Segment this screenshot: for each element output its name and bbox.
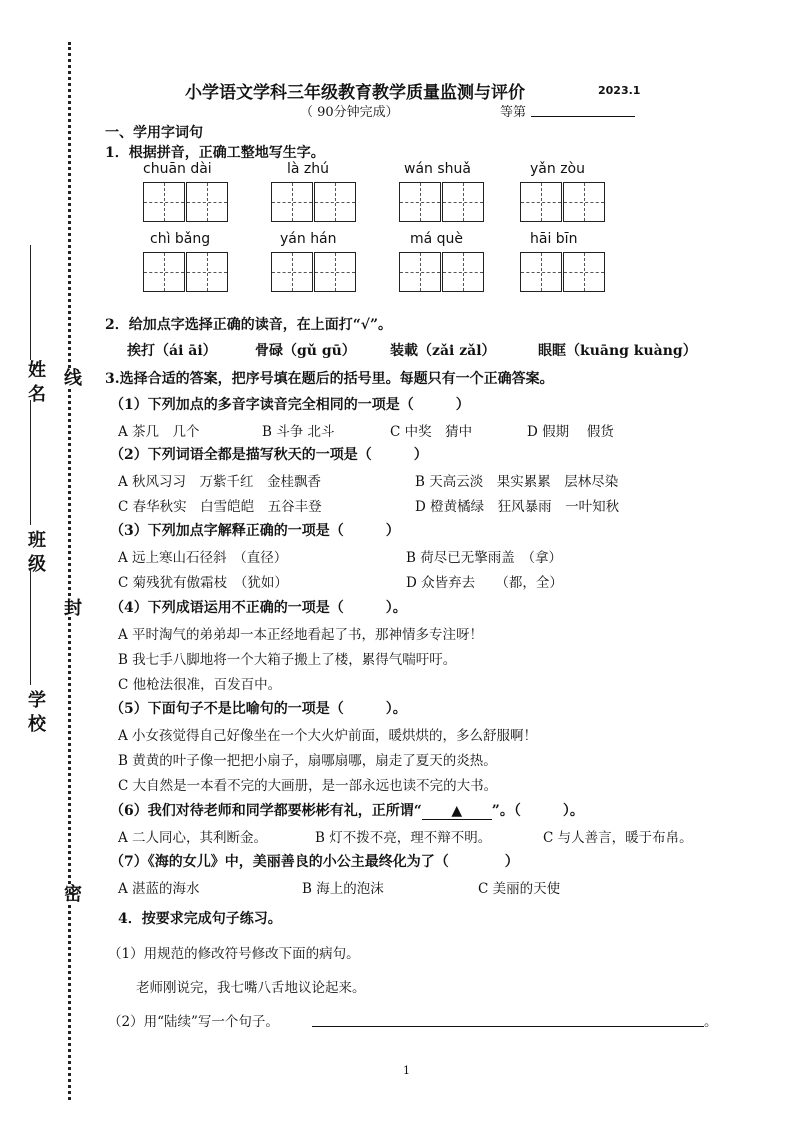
q3-7-option-c[interactable]: C 美丽的天使 (478, 881, 561, 897)
char-box[interactable] (520, 182, 562, 222)
q3-1-option-b[interactable]: B 斗争 北斗 (262, 424, 335, 440)
pinyin-3: wán shuǎ (404, 161, 471, 177)
q3-4-option-b[interactable]: B 我七手八脚地将一个大箱子搬上了楼，累得气喘吁吁。 (118, 652, 457, 668)
binding-feng: 封 (58, 598, 84, 616)
q3-1-option-d[interactable]: D 假期 假货 (527, 424, 614, 440)
q3-6-blank[interactable]: ▲ (422, 803, 492, 820)
char-box[interactable] (399, 182, 441, 222)
section-1-title: 一、学用字词句 (105, 125, 203, 141)
char-box[interactable] (563, 252, 605, 292)
q3-6-option-b[interactable]: B 灯不拨不亮，理不辩不明。 (315, 830, 492, 846)
pinyin-1: chuān dài (143, 161, 212, 177)
q4-answer-line[interactable] (312, 1026, 704, 1027)
q4-part-2: （2）用“陆续”写一个句子。 (108, 1014, 279, 1030)
pinyin-7: má què (410, 231, 464, 247)
exam-title: 小学语文学科三年级教育教学质量监测与评价 (185, 83, 525, 103)
q3-7-option-a[interactable]: A 湛蓝的海水 (118, 881, 200, 897)
q3-5-option-b[interactable]: B 黄黄的叶子像一把把小扇子，扇哪扇哪，扇走了夏天的炎热。 (118, 753, 497, 769)
char-box[interactable] (143, 182, 185, 222)
exam-date: 2023.1 (598, 84, 641, 97)
char-box[interactable] (442, 182, 484, 222)
pinyin-2: là zhú (287, 161, 330, 177)
char-box[interactable] (271, 252, 313, 292)
q3-6-title (110, 800, 584, 820)
q3-3-option-b[interactable]: B 荷尽已无擎雨盖 （拿） (406, 550, 562, 566)
binding-dotted-line (68, 42, 71, 1100)
binding-xian: 线 (58, 368, 84, 386)
pinyin-5: chì bǎng (150, 231, 211, 247)
q3-2-option-c[interactable]: C 春华秋实 白雪皑皑 五谷丰登 (118, 499, 322, 515)
char-box[interactable] (314, 252, 356, 292)
q3-2-option-a[interactable]: A 秋风习习 万紫千红 金桂飘香 (118, 474, 322, 490)
class-label: 班 级 (25, 530, 46, 573)
page-number: 1 (403, 1064, 410, 1077)
q3-7-option-b[interactable]: B 海上的泡沫 (302, 881, 384, 897)
q3-5-option-a[interactable]: A 小女孩觉得自己好像坐在一个大火炉前面，暖烘烘的，多么舒服啊！ (118, 728, 538, 744)
char-box[interactable] (186, 252, 228, 292)
q3-6-title-post: ”。（ ）。 (491, 803, 584, 819)
q3-2-title: （2）下列词语全都是描写秋天的一项是（ ） (110, 447, 428, 463)
q3-1-option-a[interactable]: A 茶几 几个 (118, 424, 200, 440)
q2-item-3[interactable]: 装載（zǎi zǎl） (390, 343, 496, 359)
char-box[interactable] (271, 182, 313, 222)
q3-2-option-b[interactable]: B 天高云淡 果实累累 层林尽染 (415, 474, 619, 490)
q2-title: 2．给加点字选择正确的读音，在上面打“√”。 (105, 317, 393, 333)
char-box[interactable] (520, 252, 562, 292)
char-box[interactable] (143, 252, 185, 292)
q2-item-4[interactable]: 眼眶（kuāng kuàng） (538, 343, 697, 359)
q3-6-option-c[interactable]: C 与人善言，暖于布帛。 (543, 830, 693, 846)
q3-1-option-c[interactable]: C 中奖 猜中 (390, 424, 473, 440)
q3-3-title: （3）下列加点字解释正确的一项是（ ） (110, 523, 400, 539)
q2-item-1[interactable]: 挨打（ái āi） (127, 343, 217, 359)
q4-answer-end: 。 (704, 1014, 718, 1030)
binding-mi: 密 (58, 884, 84, 902)
q3-7-title: （7）《海的女儿》中，美丽善良的小公主最终化为了（ ） (110, 854, 519, 870)
school-line (30, 570, 31, 685)
q2-item-2[interactable]: 骨碌（gǔ gū） (255, 343, 356, 359)
q3-6-title-pre: （6）我们对待老师和同学都要彬彬有礼，正所谓“ (110, 803, 422, 819)
q4-sentence: 老师刚说完，我七嘴八舌地议论起来。 (136, 980, 366, 996)
char-box[interactable] (399, 252, 441, 292)
q3-4-option-a[interactable]: A 平时淘气的弟弟却一本正经地看起了书，那神情多专注呀！ (118, 627, 484, 643)
q3-title: 3.选择合适的答案，把序号填在题后的括号里。每题只有一个正确答案。 (105, 371, 554, 387)
pinyin-8: hāi bīn (530, 231, 578, 247)
q3-3-option-c[interactable]: C 菊残犹有傲霜枝 （犹如） (118, 575, 288, 591)
q3-4-option-c[interactable]: C 他枪法很准，百发百中。 (118, 677, 282, 693)
q3-3-option-a[interactable]: A 远上寒山石径斜 （直径） (118, 550, 288, 566)
q3-1-title: （1）下列加点的多音字读音完全相同的一项是（ ） (110, 397, 470, 413)
q1-title: 1．根据拼音，正确工整地写生字。 (105, 145, 325, 161)
char-box[interactable] (442, 252, 484, 292)
pinyin-6: yán hán (280, 231, 337, 247)
grade-blank[interactable] (531, 116, 635, 117)
char-box[interactable] (186, 182, 228, 222)
q3-3-option-d[interactable]: D 众皆弃去 （都，全） (406, 575, 563, 591)
q3-2-option-d[interactable]: D 橙黄橘绿 狂风暴雨 一叶知秋 (415, 499, 620, 515)
name-label: 姓 名 (25, 360, 46, 403)
char-box[interactable] (563, 182, 605, 222)
exam-duration: （ 90分钟完成） (300, 105, 399, 120)
q4-title: 4．按要求完成句子练习。 (118, 911, 282, 927)
school-label: 学 校 (25, 690, 46, 733)
grade-label: 等第 (500, 105, 527, 120)
char-box[interactable] (314, 182, 356, 222)
q3-5-title: （5）下面句子不是比喻句的一项是（ ）。 (110, 701, 407, 717)
class-line (30, 400, 31, 525)
pinyin-4: yǎn zòu (530, 161, 585, 177)
q3-4-title: （4）下列成语运用不正确的一项是（ ）。 (110, 600, 407, 616)
name-line (30, 245, 31, 360)
q3-5-option-c[interactable]: C 大自然是一本看不完的大画册，是一部永远也读不完的大书。 (118, 778, 498, 794)
q4-part-1: （1）用规范的修改符号修改下面的病句。 (108, 946, 360, 962)
q3-6-option-a[interactable]: A 二人同心，其利断金。 (118, 830, 268, 846)
